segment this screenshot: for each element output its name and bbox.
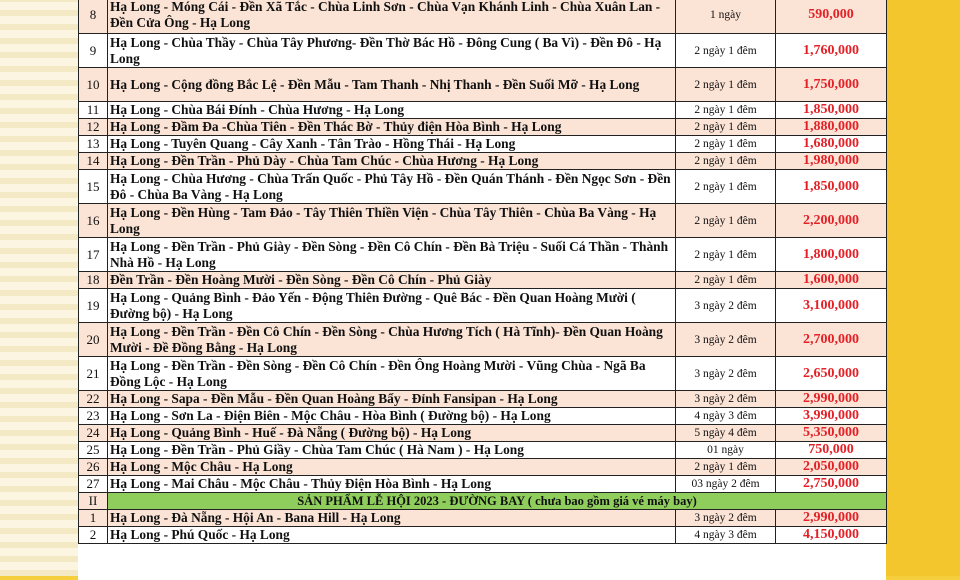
- row-number: 12: [79, 119, 108, 136]
- route-cell: Hạ Long - Cộng đồng Bắc Lệ - Đền Mẫu - Tam Thanh - Nhị Thanh - Đền Suối Mỡ - Hạ Long: [108, 68, 676, 102]
- table-row: [79, 323, 887, 357]
- price-cell: 1,680,000: [776, 136, 887, 153]
- row-number: 10: [79, 68, 108, 102]
- tour-price-table: [78, 0, 887, 544]
- table-row: [79, 459, 887, 476]
- row-number: 13: [79, 136, 108, 153]
- route-cell: Hạ Long - Đền Trần - Phủ Giày - Đền Sòng - Đền Cô Chín - Đền Bà Triệu - Suối Cá Thần - Thành Nhà Hồ - Hạ Long: [108, 238, 676, 272]
- duration-cell: 1 ngày: [676, 0, 776, 34]
- price-cell: 1,980,000: [776, 153, 887, 170]
- price-cell: 1,800,000: [776, 238, 887, 272]
- duration-cell: 3 ngày 2 đêm: [676, 289, 776, 323]
- price-cell: 1,880,000: [776, 119, 887, 136]
- table-row: [79, 442, 887, 459]
- row-number: 9: [79, 34, 108, 68]
- table-row: [79, 272, 887, 289]
- table-row: [79, 34, 887, 68]
- route-cell: Hạ Long - Chùa Hương - Chùa Trấn Quốc - Phủ Tây Hồ - Đền Quán Thánh - Đền Ngọc Sơn - Đền Đô - Chùa Ba Vàng - Hạ Long: [108, 170, 676, 204]
- section-number: II: [79, 493, 108, 510]
- price-cell: 2,200,000: [776, 204, 887, 238]
- table-row: [79, 119, 887, 136]
- row-number: 11: [79, 102, 108, 119]
- price-list-sheet: [78, 0, 886, 580]
- route-cell: Hạ Long - Đà Nẵng - Hội An - Bana Hill - Hạ Long: [108, 510, 676, 527]
- price-cell: 4,150,000: [776, 527, 887, 544]
- price-cell: 2,650,000: [776, 357, 887, 391]
- route-cell: Hạ Long - Đền Trần - Phủ Dày - Chùa Tam Chúc - Chùa Hương - Hạ Long: [108, 153, 676, 170]
- table-row: [79, 170, 887, 204]
- table-row: [79, 476, 887, 493]
- duration-cell: 4 ngày 3 đêm: [676, 408, 776, 425]
- price-cell: 2,990,000: [776, 391, 887, 408]
- route-cell: Hạ Long - Móng Cái - Đền Xã Tắc - Chùa Linh Sơn - Chùa Vạn Khánh Linh - Chùa Xuân Lan - Đền Cửa Ông - Hạ Long: [108, 0, 676, 34]
- duration-cell: 5 ngày 4 đêm: [676, 425, 776, 442]
- route-cell: Hạ Long - Chùa Bái Đính - Chùa Hương - Hạ Long: [108, 102, 676, 119]
- left-background-pattern: [0, 0, 78, 576]
- duration-cell: 2 ngày 1 đêm: [676, 459, 776, 476]
- price-cell: 2,700,000: [776, 323, 887, 357]
- table-row: [79, 153, 887, 170]
- right-background-strip: [876, 0, 960, 576]
- route-cell: Hạ Long - Chùa Thầy - Chùa Tây Phương- Đền Thờ Bác Hồ - Đông Cung ( Ba Vì) - Đền Đô - Hạ Long: [108, 34, 676, 68]
- price-cell: 750,000: [776, 442, 887, 459]
- duration-cell: 2 ngày 1 đêm: [676, 272, 776, 289]
- table-row: [79, 289, 887, 323]
- duration-cell: 2 ngày 1 đêm: [676, 204, 776, 238]
- duration-cell: 03 ngày 2 đêm: [676, 476, 776, 493]
- route-cell: Hạ Long - Đền Trần - Đền Cô Chín - Đền Sòng - Chùa Hương Tích ( Hà Tĩnh)- Đền Quan Hoàng Mười - Đề Đồng Bằng - Hạ Long: [108, 323, 676, 357]
- row-number: 21: [79, 357, 108, 391]
- row-number: 16: [79, 204, 108, 238]
- price-cell: 2,990,000: [776, 510, 887, 527]
- route-cell: Hạ Long - Quảng Bình - Đảo Yến - Động Thiên Đường - Quê Bác - Đền Quan Hoàng Mười ( Đường bộ) - Hạ Long: [108, 289, 676, 323]
- row-number: 27: [79, 476, 108, 493]
- route-cell: Hạ Long - Đền Hùng - Tam Đảo - Tây Thiên Thiền Viện - Chùa Tây Thiên - Chùa Ba Vàng - Hạ Long: [108, 204, 676, 238]
- price-cell: 590,000: [776, 0, 887, 34]
- duration-cell: 2 ngày 1 đêm: [676, 119, 776, 136]
- route-cell: Đền Trần - Đền Hoàng Mười - Đền Sòng - Đền Cô Chín - Phủ Giày: [108, 272, 676, 289]
- price-cell: 1,600,000: [776, 272, 887, 289]
- price-cell: 1,760,000: [776, 34, 887, 68]
- route-cell: Hạ Long - Sơn La - Điện Biên - Mộc Châu - Hòa Bình ( Đường bộ) - Hạ Long: [108, 408, 676, 425]
- price-cell: 1,850,000: [776, 170, 887, 204]
- row-number: 17: [79, 238, 108, 272]
- route-cell: Hạ Long - Sapa - Đền Mẫu - Đền Quan Hoàng Bẩy - Đỉnh Fansipan - Hạ Long: [108, 391, 676, 408]
- section-title: SẢN PHẨM LỄ HỘI 2023 - ĐƯỜNG BAY ( chưa bao gồm giá vé máy bay): [108, 493, 887, 510]
- duration-cell: 3 ngày 2 đêm: [676, 357, 776, 391]
- table-row: [79, 0, 887, 34]
- route-cell: Hạ Long - Phú Quốc - Hạ Long: [108, 527, 676, 544]
- route-cell: Hạ Long - Đầm Đa -Chùa Tiên - Đền Thác Bờ - Thủy điện Hòa Bình - Hạ Long: [108, 119, 676, 136]
- route-cell: Hạ Long - Tuyên Quang - Cây Xanh - Tân Trào - Hồng Thái - Hạ Long: [108, 136, 676, 153]
- table-row: [79, 102, 887, 119]
- row-number: 20: [79, 323, 108, 357]
- duration-cell: 4 ngày 3 đêm: [676, 527, 776, 544]
- route-cell: Hạ Long - Mộc Châu - Hạ Long: [108, 459, 676, 476]
- table-row: [79, 357, 887, 391]
- section-header-row: [79, 493, 887, 510]
- price-cell: 2,750,000: [776, 476, 887, 493]
- price-cell: 1,750,000: [776, 68, 887, 102]
- route-cell: Hạ Long - Đền Trần - Phủ Giầy - Chùa Tam Chúc ( Hà Nam ) - Hạ Long: [108, 442, 676, 459]
- table-row: [79, 425, 887, 442]
- duration-cell: 3 ngày 2 đêm: [676, 391, 776, 408]
- duration-cell: 2 ngày 1 đêm: [676, 136, 776, 153]
- price-cell: 2,050,000: [776, 459, 887, 476]
- row-number: 18: [79, 272, 108, 289]
- table-row: [79, 391, 887, 408]
- route-cell: Hạ Long - Quảng Bình - Huế - Đà Nẵng ( Đường bộ) - Hạ Long: [108, 425, 676, 442]
- duration-cell: 3 ngày 2 đêm: [676, 323, 776, 357]
- table-row: [79, 136, 887, 153]
- duration-cell: 01 ngày: [676, 442, 776, 459]
- duration-cell: 3 ngày 2 đêm: [676, 510, 776, 527]
- duration-cell: 2 ngày 1 đêm: [676, 68, 776, 102]
- table-row: [79, 527, 887, 544]
- row-number: 8: [79, 0, 108, 34]
- route-cell: Hạ Long - Mai Châu - Mộc Châu - Thủy Điện Hòa Bình - Hạ Long: [108, 476, 676, 493]
- row-number: 23: [79, 408, 108, 425]
- row-number: 24: [79, 425, 108, 442]
- table-row: [79, 204, 887, 238]
- table-row: [79, 408, 887, 425]
- row-number: 26: [79, 459, 108, 476]
- route-cell: Hạ Long - Đền Trần - Đền Sòng - Đền Cô Chín - Đền Ông Hoàng Mười - Vũng Chùa - Ngã Ba Đồng Lộc - Hạ Long: [108, 357, 676, 391]
- price-cell: 3,100,000: [776, 289, 887, 323]
- row-number: 2: [79, 527, 108, 544]
- duration-cell: 2 ngày 1 đêm: [676, 170, 776, 204]
- row-number: 14: [79, 153, 108, 170]
- row-number: 1: [79, 510, 108, 527]
- price-cell: 3,990,000: [776, 408, 887, 425]
- duration-cell: 2 ngày 1 đêm: [676, 238, 776, 272]
- table-row: [79, 238, 887, 272]
- table-row: [79, 510, 887, 527]
- row-number: 25: [79, 442, 108, 459]
- duration-cell: 2 ngày 1 đêm: [676, 34, 776, 68]
- duration-cell: 2 ngày 1 đêm: [676, 153, 776, 170]
- table-row: [79, 68, 887, 102]
- price-cell: 1,850,000: [776, 102, 887, 119]
- row-number: 22: [79, 391, 108, 408]
- duration-cell: 2 ngày 1 đêm: [676, 102, 776, 119]
- row-number: 15: [79, 170, 108, 204]
- row-number: 19: [79, 289, 108, 323]
- price-cell: 5,350,000: [776, 425, 887, 442]
